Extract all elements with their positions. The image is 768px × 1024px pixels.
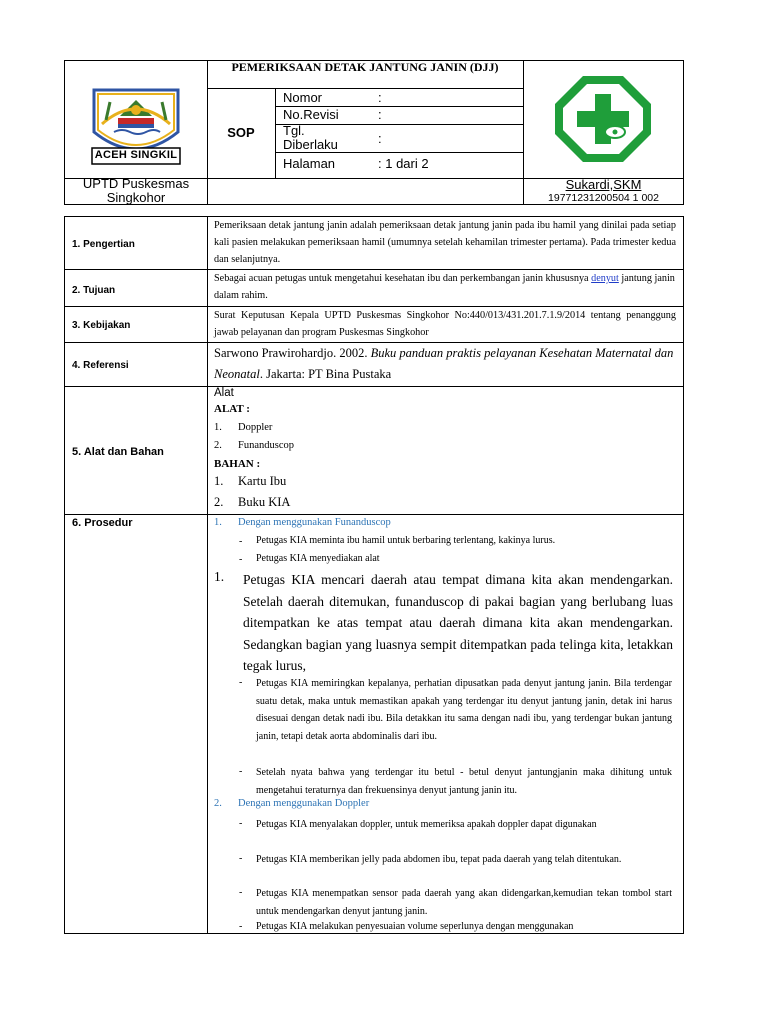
label-alat-bahan: 5. Alat dan Bahan [72,446,164,458]
pengertian-text: Pemeriksaan detak jantung janin adalah pemeriksaan detak jantung janin pada ibu hamil yang dinilai pada setiap kali pasien melakukan pemeriksaan hamil (umumnya setelah kehamilan trimester pertama). Pada trimester kedua dan selanjutnya. [214,220,676,265]
step2-title: Dengan menggunakan Doppler [238,798,370,809]
tujuan-text [214,270,676,304]
step2-bullet: Petugas KIA melakukan penyesuaian volume seperlunya dengan menggunakan [256,921,574,932]
step2-number: 2. [214,798,222,809]
bullet-dash: - [239,818,243,829]
bullet-dash: - [239,536,243,547]
label-referensi: 4. Referensi [72,360,129,371]
big-step-number: 1. [214,569,225,584]
bullet-dash: - [239,921,243,932]
referensi-author: Sarwono Prawirohardjo. 2002. [214,346,371,360]
denyut-link[interactable]: denyut [591,273,619,284]
aceh-singkil-logo [84,80,188,168]
label-tujuan: 2. Tujuan [72,285,116,296]
field-revisi-label: No.Revisi [283,107,339,122]
step2-bullet: Petugas KIA memberikan jelly pada abdomen ibu, tepat pada daerah yang telah ditentukan. [256,854,622,865]
tujuan-text-before: Sebagai acuan petugas untuk mengetahui kesehatan ibu dan perkembangan janin khususnya [214,273,592,284]
step1-bullet: Petugas KIA menyediakan alat [256,553,380,564]
puskesmas-logo [553,74,653,164]
big-step-text: Petugas KIA mencari daerah atau tempat dimana kita akan mendengarkan. Setelah daerah ditemukan, funanduscop di pakai bagian yang berlubang luas ditempatkan ke atas tempat atau daerah dimana kita akan mendengarkan. Sedangkan bagian yang luasnya sempit ditempatkan pada telinga kita, letakkan tegak lurus, [243,572,673,673]
alat-heading: ALAT : [214,403,250,415]
label-kebijakan: 3. Kebijakan [72,320,131,331]
logo-label: ACEH SINGKIL [94,149,178,161]
label-pengertian: 1. Pengertian [72,239,135,250]
document-title: PEMERIKSAAN DETAK JANTUNG JANIN (DJJ) [231,60,499,74]
bahan-item: Buku KIA [238,495,291,509]
field-nomor-label: Nomor [283,90,323,105]
referensi-title: Buku panduan praktis pelayanan Kesehatan Maternatal dan Neonatal [214,346,674,381]
field-tgl-value: : [378,131,382,146]
field-halaman-label: Halaman [283,156,336,171]
field-halaman-value: : 1 dari 2 [378,156,429,171]
step2-bullet: Petugas KIA menyalakan doppler, untuk memeriksa apakah doppler dapat digunakan [256,819,597,830]
bullet-dash: - [239,554,243,565]
alat-item-num: 1. [214,422,222,433]
bullet-dash: - [239,853,243,864]
alat-intro: Alat [214,387,234,399]
alat-item: Doppler [238,422,273,433]
alat-item: Funanduscop [238,440,294,451]
step1-bullet: Petugas KIA meminta ibu hamil untuk berbaring terlentang, kakinya lurus. [256,535,556,546]
step1-more: Setelah nyata bahwa yang terdengar itu betul - betul denyut jantungjanin maka dihitung untuk mengetahui teraturnya dan frekuensinya denyut jantung janin itu. [256,767,672,796]
field-nomor-value: : [378,90,382,105]
kebijakan-text: Surat Keputusan Kepala UPTD Puskesmas Singkohor No:440/013/431.201.7.1.9/2014 tentang penanggung jawab pelayanan dan program Puskesmas Singkohor [214,310,676,338]
bahan-item-num: 1. [214,474,224,488]
bahan-heading: BAHAN : [214,458,261,470]
step1-number: 1. [214,517,222,528]
field-revisi-value: : [378,107,382,122]
tujuan-text-after: jantung janin dalam rahim. [214,273,675,301]
step1-more: Petugas KIA memiringkan kepalanya, perhatian dipusatkan pada denyut jantung janin. Bila terdengar suatu detak, maka untuk memastikan apakah yang terdengar itu denyut jantung janin, detak ini harus disesuai dengan detak nadi ibu. Bila detakkan itu sama dengan nadi ibu, yang terdengar bukan jantung janin, tetapi detak aorta abdominalis dari ibu. [256,678,672,742]
org-name: UPTD Puskesmas Singkohor [82,176,190,205]
bullet-dash: - [239,766,243,777]
step2-bullet: Petugas KIA menempatkan sensor pada daerah yang akan didengarkan,kemudian tekan tombol start untuk mendengarkan denyut jantung janin. [256,888,672,917]
alat-item-num: 2. [214,440,222,451]
signer-name: Sukardi,SKM [565,177,642,192]
referensi-publisher: . Jakarta: PT Bina Pustaka [259,367,392,381]
signer-id: 19771231200504 1 002 [548,192,659,204]
bahan-item-num: 2. [214,495,224,509]
field-tgl-label: Tgl. Diberlaku [283,123,338,152]
referensi-text [214,343,676,385]
bullet-dash: - [239,887,243,898]
bullet-dash: - [239,677,243,688]
sop-label: SOP [227,125,255,140]
label-prosedur: 6. Prosedur [72,517,133,529]
step1-title: Dengan menggunakan Funanduscop [238,517,391,528]
bahan-item: Kartu Ibu [238,474,287,488]
